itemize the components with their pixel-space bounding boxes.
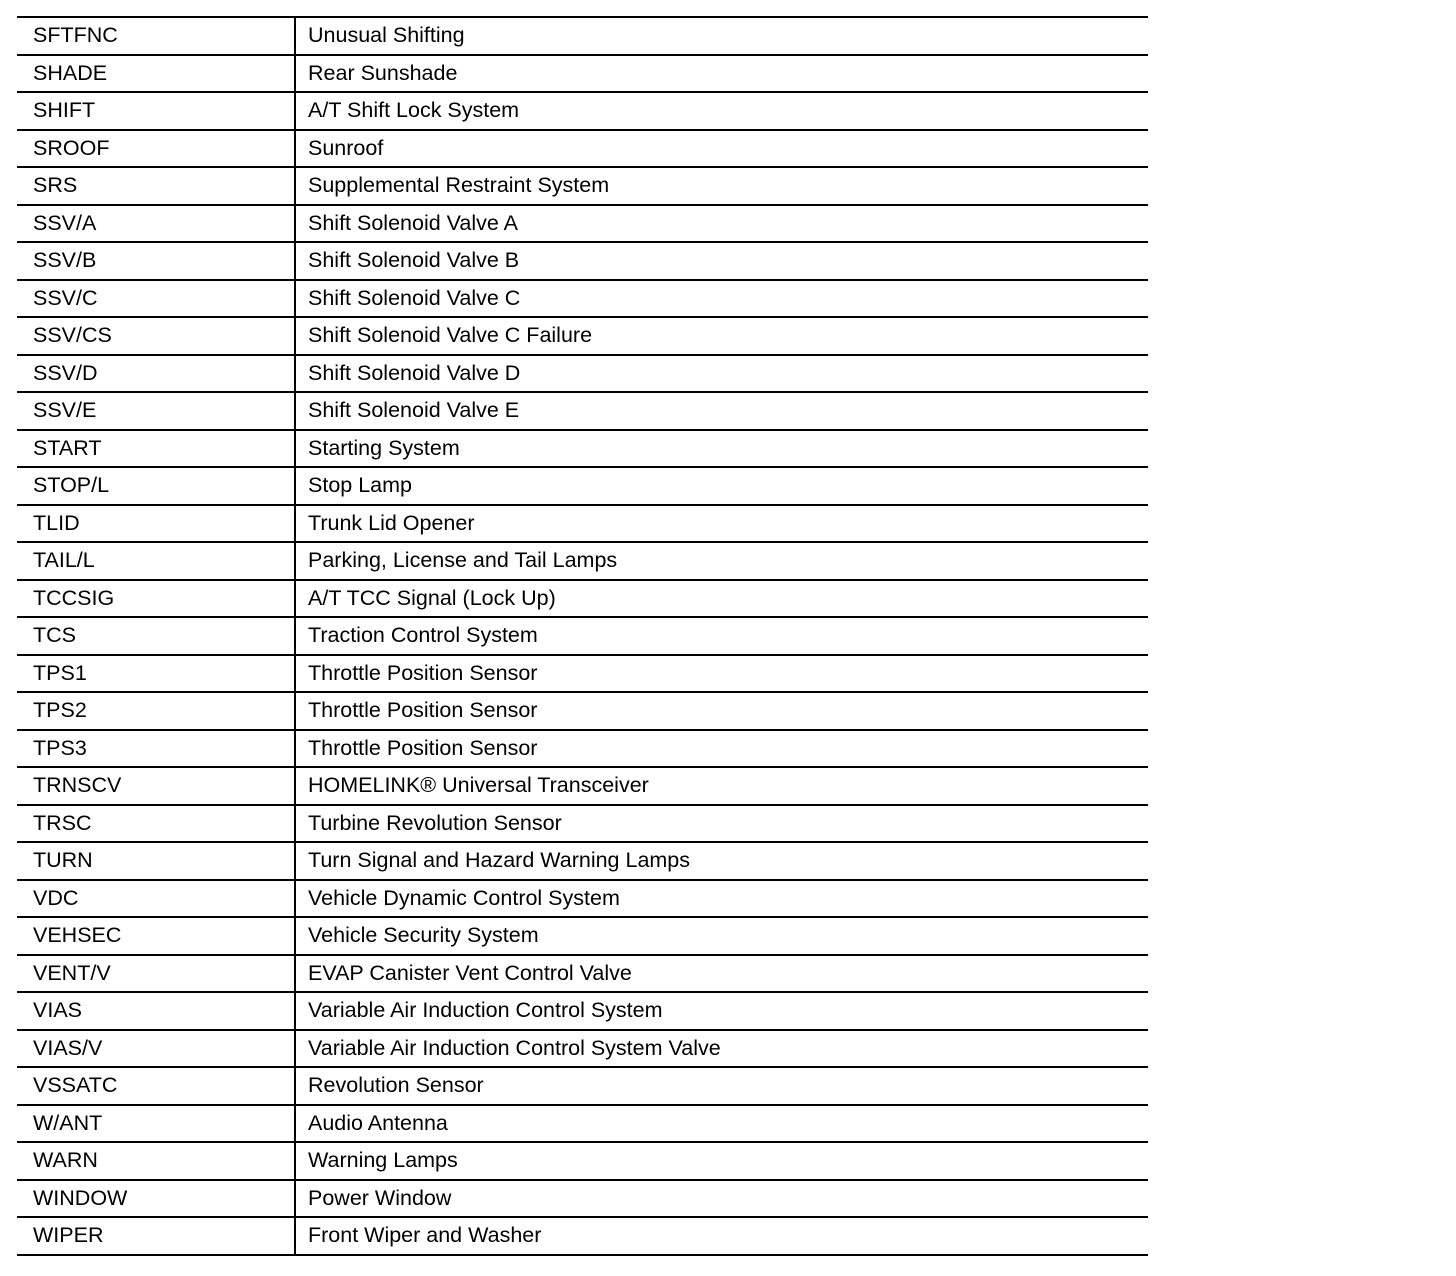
table-row: [17, 167, 1148, 205]
abbreviation-code: W/ANT: [17, 1105, 295, 1143]
abbreviation-description: Unusual Shifting: [295, 17, 1148, 55]
abbreviation-table: [17, 16, 1148, 1256]
abbreviation-description: Revolution Sensor: [295, 1067, 1148, 1105]
table-row: [17, 580, 1148, 618]
abbreviation-description: Shift Solenoid Valve A: [295, 205, 1148, 243]
table-row: [17, 1105, 1148, 1143]
table-row: [17, 805, 1148, 843]
abbreviation-description: Shift Solenoid Valve B: [295, 242, 1148, 280]
abbreviation-description: Rear Sunshade: [295, 55, 1148, 93]
abbreviation-code: VIAS/V: [17, 1030, 295, 1068]
table-row: [17, 1067, 1148, 1105]
abbreviation-code: SSV/CS: [17, 317, 295, 355]
table-row: [17, 880, 1148, 918]
abbreviation-code: VDC: [17, 880, 295, 918]
table-row: [17, 505, 1148, 543]
abbreviation-description: Throttle Position Sensor: [295, 655, 1148, 693]
table-row: [17, 1030, 1148, 1068]
abbreviation-code: SHIFT: [17, 92, 295, 130]
abbreviation-description: Shift Solenoid Valve E: [295, 392, 1148, 430]
abbreviation-description: Trunk Lid Opener: [295, 505, 1148, 543]
abbreviation-code: TCS: [17, 617, 295, 655]
table-row: [17, 767, 1148, 805]
abbreviation-description: Variable Air Induction Control System: [295, 992, 1148, 1030]
table-row: [17, 917, 1148, 955]
abbreviation-description: Parking, License and Tail Lamps: [295, 542, 1148, 580]
abbreviation-description: Throttle Position Sensor: [295, 730, 1148, 768]
abbreviation-code: VENT/V: [17, 955, 295, 993]
table-row: [17, 392, 1148, 430]
table-row: [17, 430, 1148, 468]
abbreviation-code: TPS3: [17, 730, 295, 768]
abbreviation-code: TLID: [17, 505, 295, 543]
abbreviation-code: SSV/E: [17, 392, 295, 430]
abbreviation-description: A/T TCC Signal (Lock Up): [295, 580, 1148, 618]
abbreviation-code: VEHSEC: [17, 917, 295, 955]
abbreviation-description: Sunroof: [295, 130, 1148, 168]
abbreviation-code: SSV/A: [17, 205, 295, 243]
abbreviation-code: SFTFNC: [17, 17, 295, 55]
table-row: [17, 317, 1148, 355]
abbreviation-code: TCCSIG: [17, 580, 295, 618]
abbreviation-code: WARN: [17, 1142, 295, 1180]
table-row: [17, 55, 1148, 93]
abbreviation-description: Shift Solenoid Valve C: [295, 280, 1148, 318]
abbreviation-code: VIAS: [17, 992, 295, 1030]
table-row: [17, 1180, 1148, 1218]
table-row: [17, 17, 1148, 55]
abbreviation-description: Starting System: [295, 430, 1148, 468]
abbreviation-code: SRS: [17, 167, 295, 205]
table-row: [17, 842, 1148, 880]
table-row: [17, 467, 1148, 505]
abbreviation-code: SSV/B: [17, 242, 295, 280]
abbreviation-table-body: [17, 17, 1148, 1255]
table-row: [17, 1217, 1148, 1255]
table-row: [17, 1142, 1148, 1180]
abbreviation-code: TPS1: [17, 655, 295, 693]
abbreviation-description: Vehicle Dynamic Control System: [295, 880, 1148, 918]
table-row: [17, 692, 1148, 730]
abbreviation-description: HOMELINK® Universal Transceiver: [295, 767, 1148, 805]
table-row: [17, 992, 1148, 1030]
abbreviation-code: SSV/C: [17, 280, 295, 318]
table-row: [17, 355, 1148, 393]
abbreviation-description: Stop Lamp: [295, 467, 1148, 505]
abbreviation-code: SHADE: [17, 55, 295, 93]
abbreviation-description: Audio Antenna: [295, 1105, 1148, 1143]
table-row: [17, 655, 1148, 693]
table-row: [17, 205, 1148, 243]
abbreviation-description: Turn Signal and Hazard Warning Lamps: [295, 842, 1148, 880]
abbreviation-code: WINDOW: [17, 1180, 295, 1218]
abbreviation-description: EVAP Canister Vent Control Valve: [295, 955, 1148, 993]
table-row: [17, 130, 1148, 168]
abbreviation-description: Throttle Position Sensor: [295, 692, 1148, 730]
table-row: [17, 730, 1148, 768]
abbreviation-description: Vehicle Security System: [295, 917, 1148, 955]
table-row: [17, 955, 1148, 993]
abbreviation-description: Supplemental Restraint System: [295, 167, 1148, 205]
abbreviation-description: Traction Control System: [295, 617, 1148, 655]
abbreviation-description: Warning Lamps: [295, 1142, 1148, 1180]
abbreviation-code: TPS2: [17, 692, 295, 730]
abbreviation-description: Power Window: [295, 1180, 1148, 1218]
abbreviation-description: A/T Shift Lock System: [295, 92, 1148, 130]
abbreviation-code: SROOF: [17, 130, 295, 168]
abbreviation-code: TAIL/L: [17, 542, 295, 580]
abbreviation-code: SSV/D: [17, 355, 295, 393]
abbreviation-code: WIPER: [17, 1217, 295, 1255]
abbreviation-code: VSSATC: [17, 1067, 295, 1105]
abbreviation-code: START: [17, 430, 295, 468]
table-row: [17, 92, 1148, 130]
table-row: [17, 242, 1148, 280]
abbreviation-code: TRSC: [17, 805, 295, 843]
abbreviation-code: TURN: [17, 842, 295, 880]
table-row: [17, 280, 1148, 318]
abbreviation-description: Turbine Revolution Sensor: [295, 805, 1148, 843]
abbreviation-description: Variable Air Induction Control System Valve: [295, 1030, 1148, 1068]
abbreviation-description: Shift Solenoid Valve C Failure: [295, 317, 1148, 355]
abbreviation-description: Shift Solenoid Valve D: [295, 355, 1148, 393]
table-row: [17, 617, 1148, 655]
abbreviation-code: TRNSCV: [17, 767, 295, 805]
abbreviation-description: Front Wiper and Washer: [295, 1217, 1148, 1255]
table-row: [17, 542, 1148, 580]
abbreviation-code: STOP/L: [17, 467, 295, 505]
